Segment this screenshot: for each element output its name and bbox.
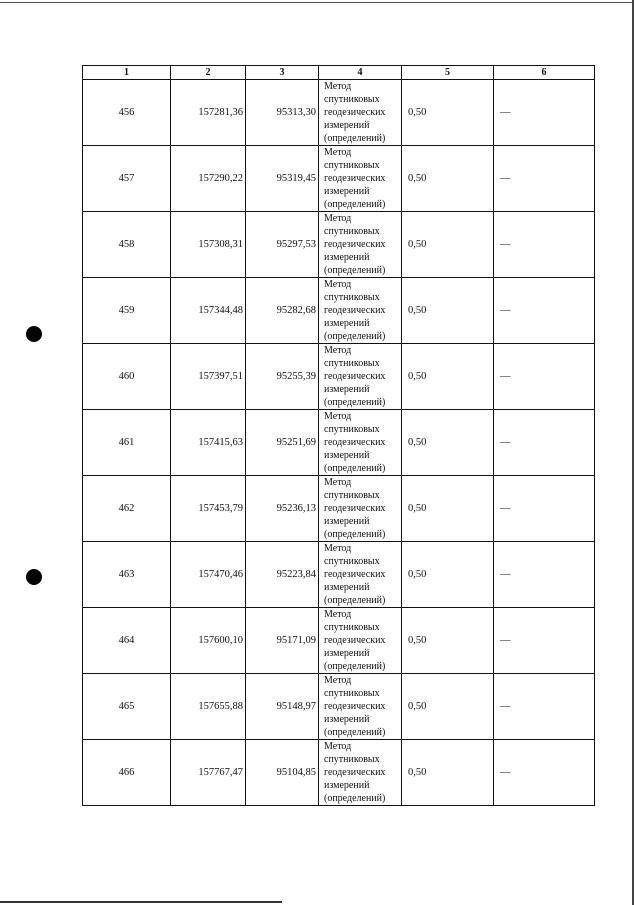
method-line: Метод <box>324 675 352 686</box>
accuracy-cell: 0,50 <box>402 146 494 212</box>
method-line: Метод <box>324 741 352 752</box>
method-line: измерений <box>324 186 370 197</box>
column-header: 5 <box>402 66 494 80</box>
table-header-row <box>83 66 595 80</box>
method-line: измерений <box>324 582 370 593</box>
method-line: геодезических <box>324 305 386 316</box>
method-line: спутниковых <box>324 622 380 633</box>
x-coordinate-cell: 157308,31 <box>171 212 246 278</box>
method-line: спутниковых <box>324 160 380 171</box>
x-coordinate-cell: 157397,51 <box>171 344 246 410</box>
column-header: 3 <box>246 66 319 80</box>
method-line: Метод <box>324 609 352 620</box>
note-cell <box>494 674 595 740</box>
method-cell <box>319 278 402 344</box>
method-cell <box>319 674 402 740</box>
method-line: Метод <box>324 147 352 158</box>
note-cell <box>494 344 595 410</box>
method-cell <box>319 410 402 476</box>
note-cell <box>494 80 595 146</box>
table-row <box>83 476 595 542</box>
point-number-cell: 459 <box>83 278 171 344</box>
method-line: (определений) <box>324 331 386 342</box>
method-line: (определений) <box>324 199 386 210</box>
method-cell <box>319 476 402 542</box>
method-cell <box>319 344 402 410</box>
method-line: Метод <box>324 345 352 356</box>
method-line: Метод <box>324 81 352 92</box>
method-cell <box>319 542 402 608</box>
dash-mark: — <box>500 239 511 250</box>
table-row <box>83 212 595 278</box>
note-cell <box>494 608 595 674</box>
y-coordinate-cell: 95255,39 <box>246 344 319 410</box>
method-line: измерений <box>324 780 370 791</box>
method-line: (определений) <box>324 793 386 804</box>
accuracy-cell: 0,50 <box>402 542 494 608</box>
table-body <box>83 80 595 806</box>
method-line: спутниковых <box>324 358 380 369</box>
point-number-cell: 466 <box>83 740 171 806</box>
point-number-cell: 462 <box>83 476 171 542</box>
method-cell <box>319 146 402 212</box>
method-line: спутниковых <box>324 754 380 765</box>
dash-mark: — <box>500 371 511 382</box>
method-line: (определений) <box>324 463 386 474</box>
y-coordinate-cell: 95104,85 <box>246 740 319 806</box>
method-line: измерений <box>324 648 370 659</box>
x-coordinate-cell: 157470,46 <box>171 542 246 608</box>
table-row <box>83 542 595 608</box>
method-line: геодезических <box>324 635 386 646</box>
y-coordinate-cell: 95319,45 <box>246 146 319 212</box>
accuracy-cell: 0,50 <box>402 278 494 344</box>
table-row <box>83 674 595 740</box>
method-line: Метод <box>324 279 352 290</box>
method-line: измерений <box>324 714 370 725</box>
table-row <box>83 146 595 212</box>
column-header: 6 <box>494 66 595 80</box>
dash-mark: — <box>500 701 511 712</box>
x-coordinate-cell: 157453,79 <box>171 476 246 542</box>
column-header: 4 <box>319 66 402 80</box>
accuracy-cell: 0,50 <box>402 344 494 410</box>
scan-edge-top <box>0 2 634 3</box>
method-line: (определений) <box>324 529 386 540</box>
dash-mark: — <box>500 635 511 646</box>
method-line: геодезических <box>324 569 386 580</box>
table-row <box>83 344 595 410</box>
y-coordinate-cell: 95313,30 <box>246 80 319 146</box>
method-line: (определений) <box>324 727 386 738</box>
table-row <box>83 410 595 476</box>
note-cell <box>494 146 595 212</box>
note-cell <box>494 410 595 476</box>
punch-hole <box>26 326 42 342</box>
y-coordinate-cell: 95236,13 <box>246 476 319 542</box>
method-line: спутниковых <box>324 226 380 237</box>
method-line: геодезических <box>324 437 386 448</box>
table-row <box>83 608 595 674</box>
method-line: спутниковых <box>324 556 380 567</box>
note-cell <box>494 476 595 542</box>
point-number-cell: 460 <box>83 344 171 410</box>
method-line: Метод <box>324 411 352 422</box>
method-line: спутниковых <box>324 688 380 699</box>
y-coordinate-cell: 95148,97 <box>246 674 319 740</box>
point-number-cell: 463 <box>83 542 171 608</box>
dash-mark: — <box>500 569 511 580</box>
method-line: измерений <box>324 384 370 395</box>
method-line: (определений) <box>324 265 386 276</box>
method-line: спутниковых <box>324 490 380 501</box>
point-number-cell: 461 <box>83 410 171 476</box>
table-row <box>83 278 595 344</box>
method-line: (определений) <box>324 595 386 606</box>
note-cell <box>494 212 595 278</box>
point-number-cell: 456 <box>83 80 171 146</box>
x-coordinate-cell: 157290,22 <box>171 146 246 212</box>
accuracy-cell: 0,50 <box>402 476 494 542</box>
accuracy-cell: 0,50 <box>402 674 494 740</box>
accuracy-cell: 0,50 <box>402 410 494 476</box>
method-line: измерений <box>324 252 370 263</box>
method-line: Метод <box>324 213 352 224</box>
x-coordinate-cell: 157415,63 <box>171 410 246 476</box>
method-cell <box>319 212 402 278</box>
x-coordinate-cell: 157344,48 <box>171 278 246 344</box>
method-line: геодезических <box>324 107 386 118</box>
x-coordinate-cell: 157767,47 <box>171 740 246 806</box>
note-cell <box>494 542 595 608</box>
y-coordinate-cell: 95171,09 <box>246 608 319 674</box>
method-line: геодезических <box>324 701 386 712</box>
y-coordinate-cell: 95297,53 <box>246 212 319 278</box>
method-cell <box>319 80 402 146</box>
column-header: 1 <box>83 66 171 80</box>
method-cell <box>319 608 402 674</box>
dash-mark: — <box>500 107 511 118</box>
method-line: геодезических <box>324 503 386 514</box>
method-line: спутниковых <box>324 424 380 435</box>
point-number-cell: 465 <box>83 674 171 740</box>
x-coordinate-cell: 157600,10 <box>171 608 246 674</box>
method-line: геодезических <box>324 767 386 778</box>
dash-mark: — <box>500 767 511 778</box>
method-line: спутниковых <box>324 94 380 105</box>
table-row <box>83 740 595 806</box>
note-cell <box>494 278 595 344</box>
method-line: спутниковых <box>324 292 380 303</box>
method-line: Метод <box>324 543 352 554</box>
method-line: (определений) <box>324 133 386 144</box>
y-coordinate-cell: 95251,69 <box>246 410 319 476</box>
point-number-cell: 457 <box>83 146 171 212</box>
method-cell <box>319 740 402 806</box>
dash-mark: — <box>500 305 511 316</box>
dash-mark: — <box>500 437 511 448</box>
accuracy-cell: 0,50 <box>402 608 494 674</box>
y-coordinate-cell: 95223,84 <box>246 542 319 608</box>
table-row <box>83 80 595 146</box>
dash-mark: — <box>500 503 511 514</box>
y-coordinate-cell: 95282,68 <box>246 278 319 344</box>
method-line: измерений <box>324 516 370 527</box>
method-line: геодезических <box>324 371 386 382</box>
scan-edge-bottom <box>0 901 282 903</box>
accuracy-cell: 0,50 <box>402 212 494 278</box>
coordinates-table <box>82 65 595 806</box>
method-line: (определений) <box>324 661 386 672</box>
accuracy-cell: 0,50 <box>402 740 494 806</box>
method-line: измерений <box>324 450 370 461</box>
x-coordinate-cell: 157655,88 <box>171 674 246 740</box>
note-cell <box>494 740 595 806</box>
method-line: измерений <box>324 120 370 131</box>
column-header: 2 <box>171 66 246 80</box>
method-line: геодезических <box>324 239 386 250</box>
method-line: (определений) <box>324 397 386 408</box>
x-coordinate-cell: 157281,36 <box>171 80 246 146</box>
punch-hole <box>26 569 42 585</box>
method-line: геодезических <box>324 173 386 184</box>
point-number-cell: 464 <box>83 608 171 674</box>
point-number-cell: 458 <box>83 212 171 278</box>
dash-mark: — <box>500 173 511 184</box>
method-line: измерений <box>324 318 370 329</box>
method-line: Метод <box>324 477 352 488</box>
accuracy-cell: 0,50 <box>402 80 494 146</box>
